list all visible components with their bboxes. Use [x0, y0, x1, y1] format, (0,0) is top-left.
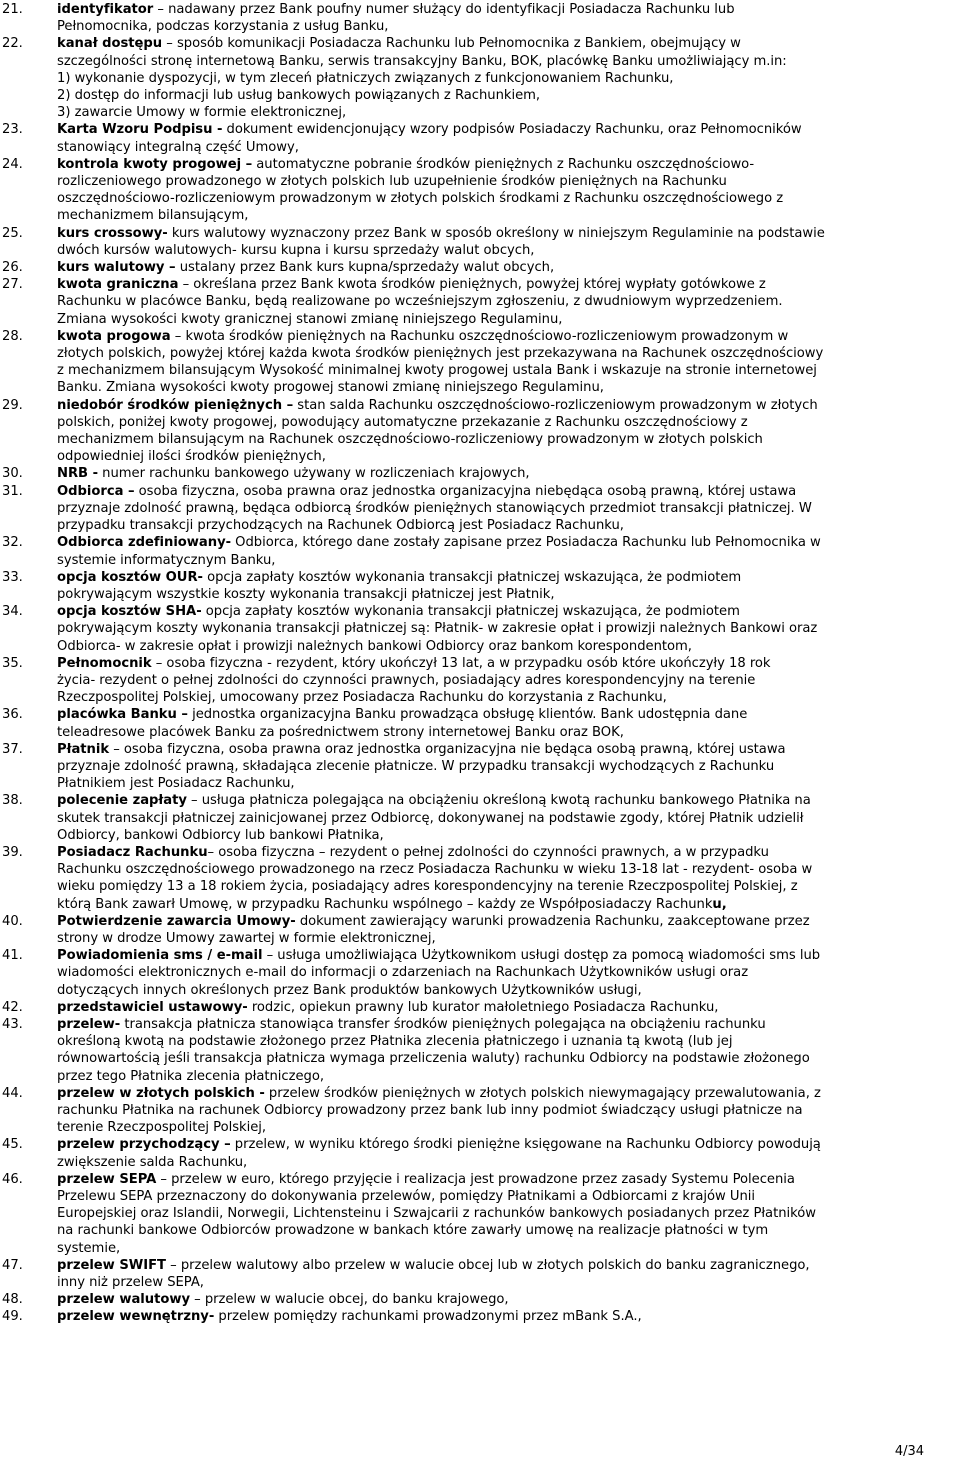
item-number: 25. — [2, 225, 23, 241]
text-line — [57, 500, 958, 517]
definition-text — [57, 792, 958, 844]
item-number: 27. — [2, 277, 23, 293]
text-line — [57, 1171, 958, 1188]
text-line — [57, 586, 958, 603]
text-line — [57, 1154, 958, 1171]
defined-term: polecenie zapłaty — [57, 793, 187, 809]
definition-segment: oszczędnościowo-rozliczeniowym prowadzonym w złotych polskich środkami z Rachunku oszczędnościowego z — [57, 191, 784, 207]
defined-term: kwota graniczna — [57, 277, 179, 293]
item-number: 29. — [2, 397, 23, 413]
definition-segment: inny niż przelew SEPA, — [57, 1275, 204, 1291]
text-line — [57, 1136, 958, 1153]
definition-item — [0, 947, 958, 999]
defined-term: opcja kosztów OUR- — [57, 569, 203, 585]
definition-segment: – kwota środków pieniężnych na Rachunku oszczędnościowo-rozliczeniowym prowadzonym w — [170, 328, 789, 344]
text-line — [57, 861, 958, 878]
definition-segment: pokrywającym koszty wykonania transakcji płatniczej są: Płatnik- w zakresie opłat i prowizji należnych Bankowi oraz — [57, 621, 818, 637]
definition-segment: automatyczne pobranie środków pieniężnych z Rachunku oszczędnościowo- — [252, 156, 755, 172]
definition-item — [0, 328, 958, 397]
definition-text — [57, 1, 958, 35]
definition-segment: polskich, poniżej kwoty progowej, powodujący automatyczne przekazanie z Rachunku oszczędnościowy z — [57, 414, 748, 430]
defined-term: Karta Wzoru Podpisu - — [57, 122, 223, 138]
definition-segment: transakcja płatnicza stanowiąca transfer środków pieniężnych polegająca na obciążeniu rachunku — [120, 1016, 766, 1032]
definition-item — [0, 397, 958, 466]
text-line — [57, 603, 958, 620]
definition-item — [0, 999, 958, 1016]
defined-term: Płatnik — [57, 741, 110, 757]
text-line — [57, 810, 958, 827]
definitions-list — [0, 1, 958, 1326]
text-line — [57, 242, 958, 259]
item-number: 35. — [2, 655, 23, 671]
definition-item — [0, 156, 958, 225]
text-line — [57, 431, 958, 448]
definition-segment: przez tego Płatnika zlecenia płatniczego, — [57, 1068, 324, 1084]
definition-segment: opcja zapłaty kosztów wykonania transakcji płatniczej wskazująca, że podmiotem — [202, 569, 742, 585]
definition-segment: Rzeczpospolitej Polskiej, umocowany przez Posiadacza Rachunku do korzystania z Rachunku, — [57, 690, 667, 706]
definition-text — [57, 483, 958, 535]
definition-text — [57, 1291, 958, 1308]
definition-segment: zwiększenie salda Rachunku, — [57, 1154, 248, 1170]
definition-text — [57, 947, 958, 999]
definition-item — [0, 1171, 958, 1257]
definition-segment: szczególności stronę internetową Banku, serwis transakcyjny Banku, BOK, placówkę Banku umożliwiający m.in: — [57, 53, 787, 69]
definition-item — [0, 603, 958, 655]
definition-text — [57, 328, 958, 397]
definition-segment: Przelewu SEPA przeznaczony do dokonywania przelewów, pomiędzy Płatnikami a Odbiorcami z krajów Unii — [57, 1189, 755, 1205]
definition-segment: – usługa płatnicza polegająca na obciążeniu określoną kwotą rachunku bankowego Płatnika na — [186, 793, 811, 809]
definition-item — [0, 276, 958, 328]
definition-segment: teleadresowe placówek Banku za pośrednictwem strony internetowej Banku oraz BOK, — [57, 724, 624, 740]
text-line — [57, 569, 958, 586]
definition-segment: złotych polskich, powyżej której każda kwota środków pieniężnych jest przekazywana na Rachunek oszczędnościowy — [57, 346, 824, 362]
definition-text — [57, 603, 958, 655]
text-line — [57, 104, 958, 121]
text-line — [57, 1033, 958, 1050]
definition-segment: równowartością jeśli transakcja płatnicza wymaga przeliczenia waluty) rachunku Odbiorcy na podstawie złożonego — [57, 1051, 810, 1067]
definition-segment: numer rachunku bankowego używany w rozliczeniach krajowych, — [98, 466, 530, 482]
definition-item — [0, 792, 958, 844]
text-line — [57, 724, 958, 741]
text-line — [57, 1102, 958, 1119]
text-line — [57, 1240, 958, 1257]
definition-segment: mechanizmem bilansującym, — [57, 208, 249, 224]
item-number: 30. — [2, 466, 23, 482]
text-line — [57, 1085, 958, 1102]
definition-segment: – przelew w walucie obcej, do banku krajowego, — [189, 1292, 509, 1308]
definition-item — [0, 225, 958, 259]
text-line — [57, 620, 958, 637]
text-line — [57, 672, 958, 689]
definition-item — [0, 534, 958, 568]
definition-segment: rozliczeniowego prowadzonego w złotych polskich lub uzupełnienie środków pieniężnych na Rachunku — [57, 174, 727, 190]
text-line — [57, 1119, 958, 1136]
definition-segment: Odbiorcy, bankowi Odbiorcy lub bankowi Płatnika, — [57, 827, 384, 843]
definition-text — [57, 706, 958, 740]
definition-segment: rachunku Płatnika na rachunek Odbiorcy prowadzony przez bank lub inny podmiot świadczący usługi płatnicze na — [57, 1103, 803, 1118]
item-number: 22. — [2, 36, 23, 52]
text-line — [57, 1, 958, 18]
definition-segment: osoba fizyczna, osoba prawna oraz jednostka organizacyjna niebędąca osobą prawną, której ustawa — [134, 483, 797, 499]
text-line — [57, 207, 958, 224]
definition-text — [57, 276, 958, 328]
text-line — [57, 1050, 958, 1067]
text-line — [57, 1205, 958, 1222]
definition-segment: 3) zawarcie Umowy w formie elektronicznej, — [57, 105, 347, 121]
text-line — [57, 1291, 958, 1308]
item-number: 40. — [2, 913, 23, 929]
text-line — [57, 139, 958, 156]
definition-segment: stanowiący integralną część Umowy, — [57, 139, 299, 155]
definition-segment: przyznaje zdolność prawną, składająca zlecenie płatnicze. W przypadku transakcji wychodzących z Rachunku — [57, 758, 775, 774]
item-number: 46. — [2, 1171, 23, 1187]
text-line — [57, 982, 958, 999]
defined-term: opcja kosztów SHA- — [57, 604, 202, 620]
text-line — [57, 362, 958, 379]
text-line — [57, 1016, 958, 1033]
definition-item — [0, 913, 958, 947]
definition-segment: Odbiorca, którego dane zostały zapisane przez Posiadacza Rachunku lub Pełnomocnika w — [231, 535, 821, 551]
text-line — [57, 345, 958, 362]
item-number: 45. — [2, 1137, 23, 1153]
text-line — [57, 328, 958, 345]
defined-term: niedobór środków pieniężnych – — [57, 397, 294, 413]
text-line — [57, 896, 958, 913]
defined-term: kwota progowa — [57, 328, 171, 344]
definition-segment: – osoba fizyczna, osoba prawna oraz jednostka organizacyjna nie będąca osobą prawną, której ustawa — [109, 741, 786, 757]
text-line — [57, 1274, 958, 1291]
defined-term: kanał dostępu — [57, 36, 163, 52]
text-line — [57, 190, 958, 207]
definition-segment: Odbiorca- w zakresie opłat i prowizji należnych bankowi Odbiorcy oraz bankom korespondentom, — [57, 638, 692, 654]
defined-term: przelew wewnętrzny- — [57, 1309, 215, 1325]
text-line — [57, 947, 958, 964]
definition-segment: życia- rezydent o pełnej zdolności do czynności prawnych, posiadający adres korespondencyjny na terenie — [57, 672, 756, 688]
definition-item — [0, 35, 958, 121]
definition-item — [0, 741, 958, 793]
text-line — [57, 552, 958, 569]
text-line — [57, 276, 958, 293]
defined-term: kurs crossowy- — [57, 225, 168, 241]
definition-text — [57, 1016, 958, 1085]
definition-segment: Banku. Zmiana wysokości kwoty progowej stanowi zmianę niniejszego Regulaminu, — [57, 380, 604, 396]
text-line — [57, 465, 958, 482]
text-line — [57, 913, 958, 930]
defined-term: przelew w złotych polskich - — [57, 1085, 265, 1101]
item-number: 44. — [2, 1085, 23, 1101]
definition-segment: przelew pomiędzy rachunkami prowadzonymi przez mBank S.A., — [214, 1309, 642, 1325]
definition-text — [57, 569, 958, 603]
text-line — [57, 448, 958, 465]
definition-item — [0, 1016, 958, 1085]
text-line — [57, 758, 958, 775]
text-line — [57, 35, 958, 52]
text-line — [57, 397, 958, 414]
definition-segment: – przelew walutowy albo przelew w walucie obcej lub w złotych polskich do banku zagranicznego, — [165, 1257, 810, 1273]
definition-segment: dwóch kursów walutowych- kursu kupna i kursu sprzedaży walut obcych, — [57, 242, 535, 258]
item-number: 31. — [2, 483, 23, 499]
definition-text — [57, 1308, 958, 1325]
defined-term: przelew- — [57, 1016, 121, 1032]
definition-text — [57, 1257, 958, 1291]
definition-segment: systemie informatycznym Banku, — [57, 552, 276, 568]
text-line — [57, 878, 958, 895]
definition-item — [0, 259, 958, 276]
definition-text — [57, 844, 958, 913]
defined-term: przelew SWIFT — [57, 1257, 166, 1273]
definition-text — [57, 35, 958, 121]
definition-item — [0, 1291, 958, 1308]
definition-text — [57, 465, 958, 482]
text-line — [57, 741, 958, 758]
definition-segment: mechanizmem bilansującym na Rachunek oszczędnościowo-rozliczeniowy prowadzonym w złotych polskich — [57, 432, 763, 448]
definition-text — [57, 655, 958, 707]
definition-item — [0, 844, 958, 913]
definition-segment: dokument ewidencjonujący wzory podpisów Posiadaczy Rachunku, oraz Pełnomocników — [222, 122, 802, 138]
text-line — [57, 517, 958, 534]
defined-term: u, — [712, 896, 727, 912]
definition-item — [0, 1136, 958, 1170]
definition-segment: opcja zapłaty kosztów wykonania transakcji płatniczej wskazująca, że podmiotem — [201, 604, 740, 620]
defined-term: przelew walutowy — [57, 1292, 190, 1308]
text-line — [57, 259, 958, 276]
item-number: 23. — [2, 122, 23, 138]
definition-item — [0, 1257, 958, 1291]
text-line — [57, 225, 958, 242]
definition-text — [57, 1136, 958, 1170]
definition-segment: – określana przez Bank kwota środków pieniężnych, powyżej której wypłaty gotówkowe z — [178, 277, 766, 293]
definition-segment: odpowiedniej ilości środków pieniężnych, — [57, 449, 326, 465]
definition-segment: przypadku transakcji przychodzących na Rachunek Odbiorcą jest Posiadacz Rachunku, — [57, 518, 624, 534]
definition-text — [57, 259, 958, 276]
defined-term: Potwierdzenie zawarcia Umowy- — [57, 913, 296, 929]
definition-segment: kurs walutowy wyznaczony przez Bank w sposób określony w niniejszym Regulaminie na podstawie — [167, 225, 825, 241]
text-line — [57, 706, 958, 723]
definition-item — [0, 465, 958, 482]
definition-text — [57, 741, 958, 793]
document-page — [0, 1, 958, 1459]
definition-segment: – przelew w euro, którego przyjęcie i realizacja jest prowadzone przez zasady Systemu Polecenia — [156, 1171, 795, 1187]
defined-term: przedstawiciel ustawowy- — [57, 999, 248, 1015]
definition-segment: skutek transakcji płatniczej zainicjowanej przez Odbiorcę, dokonywanej na podstawie zgody, której Płatnik udzielił — [57, 810, 804, 826]
definition-segment: dotyczących innych określonych przez Bank produktów bankowych Użytkowników usługi, — [57, 982, 642, 998]
text-line — [57, 964, 958, 981]
definition-segment: – usługa umożliwiająca Użytkownikom usługi dostęp za pomocą wiadomości sms lub — [262, 948, 821, 964]
item-number: 21. — [2, 2, 23, 17]
text-line — [57, 1222, 958, 1239]
text-line — [57, 689, 958, 706]
item-number: 36. — [2, 707, 23, 723]
text-line — [57, 1308, 958, 1325]
definition-segment: stan salda Rachunku oszczędnościowo-rozliczeniowym prowadzonym w złotych — [293, 397, 818, 413]
defined-term: Posiadacz Rachunku — [57, 844, 208, 860]
definition-segment: pokrywającym wszystkie koszty wykonania transakcji płatniczej jest Płatnik, — [57, 586, 555, 602]
text-line — [57, 534, 958, 551]
defined-term: Odbiorca zdefiniowany- — [57, 535, 232, 551]
definition-segment: z mechanizmem bilansującym Wysokość minimalnej kwoty progowej ustala Bank i wskazuje na stronie internetowej — [57, 363, 817, 379]
page-number: 4/34 — [894, 1444, 924, 1459]
definition-segment: którą Bank zawarł Umowę, w przypadku Rachunku wspólnego – każdy ze Współposiadaczy Rachunk — [57, 896, 713, 912]
defined-term: Powiadomienia sms / e-mail — [57, 948, 263, 964]
defined-term: placówka Banku – — [57, 707, 188, 723]
text-line — [57, 999, 958, 1016]
definition-segment: przelew środków pieniężnych w złotych polskich niewymagający przewalutowania, z — [264, 1085, 821, 1101]
text-line — [57, 53, 958, 70]
item-number: 38. — [2, 793, 23, 809]
definition-segment: Płatnikiem jest Posiadacz Rachunku, — [57, 776, 295, 792]
definition-segment: dokument zawierający warunki prowadzenia Rachunku, zaakceptowane przez — [295, 913, 810, 929]
text-line — [57, 70, 958, 87]
text-line — [57, 87, 958, 104]
text-line — [57, 483, 958, 500]
definition-item — [0, 655, 958, 707]
item-number: 39. — [2, 844, 23, 860]
text-line — [57, 18, 958, 35]
item-number: 41. — [2, 948, 23, 964]
definition-segment: 1) wykonanie dyspozycji, w tym zleceń płatniczych związanych z funkcjonowaniem Rachunku, — [57, 70, 674, 86]
text-line — [57, 1068, 958, 1085]
item-number: 26. — [2, 260, 23, 276]
definition-segment: 2) dostęp do informacji lub usług bankowych powiązanych z Rachunkiem, — [57, 88, 541, 104]
definition-segment: na rachunki bankowe Odbiorców prowadzone w bankach które zawarły umowę na realizacje płatności w tym — [57, 1223, 769, 1239]
text-line — [57, 414, 958, 431]
definition-segment: wieku pomiędzy 13 a 18 rokiem życia, posiadający adres korespondencyjny na terenie Rzeczpospolitej Polskiej, z — [57, 879, 798, 895]
definition-segment: – sposób komunikacji Posiadacza Rachunku lub Pełnomocnika z Bankiem, obejmujący w — [162, 36, 741, 52]
definition-segment: terenie Rzeczpospolitej Polskiej, — [57, 1120, 267, 1136]
item-number: 24. — [2, 156, 23, 172]
definition-segment: przyznaje zdolność prawną, będąca odbiorcą środków pieniężnych stanowiących przedmiot transakcji płatniczej. W — [57, 500, 812, 516]
definition-segment: Europejskiej oraz Islandii, Norwegii, Lichtensteinu i Szwajcarii z rachunków bankowych posiadanych przez Płatników — [57, 1206, 816, 1222]
item-number: 47. — [2, 1257, 23, 1273]
text-line — [57, 311, 958, 328]
text-line — [57, 293, 958, 310]
text-line — [57, 930, 958, 947]
definition-segment: – osoba fizyczna - rezydent, który ukończył 13 lat, a w przypadku osób które ukończyły 18 rok — [151, 655, 771, 671]
defined-term: kurs walutowy – — [57, 260, 176, 276]
definition-text — [57, 1085, 958, 1137]
item-number: 28. — [2, 328, 23, 344]
text-line — [57, 844, 958, 861]
definition-text — [57, 156, 958, 225]
item-number: 48. — [2, 1292, 23, 1308]
text-line — [57, 379, 958, 396]
definition-segment: jednostka organizacyjna Banku prowadząca obsługę klientów. Bank udostępnia dane — [187, 707, 748, 723]
definition-item — [0, 121, 958, 155]
defined-term: identyfikator — [57, 2, 154, 17]
definition-segment: systemie, — [57, 1240, 121, 1256]
definition-segment: Zmiana wysokości kwoty granicznej stanowi zmianę niniejszego Regulaminu, — [57, 311, 563, 327]
definition-segment: Pełnomocnika, podczas korzystania z usług Banku, — [57, 19, 389, 35]
definition-item — [0, 1085, 958, 1137]
defined-term: kontrola kwoty progowej – — [57, 156, 253, 172]
definition-text — [57, 1171, 958, 1257]
text-line — [57, 156, 958, 173]
item-number: 32. — [2, 535, 23, 551]
definition-segment: przelew, w wyniku którego środki pieniężne księgowane na Rachunku Odbiorcy powodują — [230, 1137, 821, 1153]
text-line — [57, 121, 958, 138]
definition-segment: ustalany przez Bank kurs kupna/sprzedaży walut obcych, — [175, 260, 555, 276]
defined-term: Odbiorca – — [57, 483, 135, 499]
definition-text — [57, 121, 958, 155]
definition-segment: rodzic, opiekun prawny lub kurator małoletniego Posiadacza Rachunku, — [247, 999, 719, 1015]
text-line — [57, 173, 958, 190]
definition-segment: Rachunku oszczędnościowego prowadzonego na rzecz Posiadacza Rachunku w wieku 13-18 lat - rezydent- osoba w — [57, 862, 813, 878]
definition-item — [0, 569, 958, 603]
item-number: 42. — [2, 999, 23, 1015]
definition-item — [0, 483, 958, 535]
definition-text — [57, 913, 958, 947]
definition-item — [0, 1, 958, 35]
definition-text — [57, 999, 958, 1016]
definition-item — [0, 1308, 958, 1325]
text-line — [57, 655, 958, 672]
definition-segment: określoną kwotą na podstawie złożonego przez Płatnika zlecenia płatniczego i uznania tą kwotą (lub jej — [57, 1034, 733, 1050]
definition-item — [0, 706, 958, 740]
definition-segment: Rachunku w placówce Banku, będą realizowane po wcześniejszym zgłoszeniu, z dwudniowym wyprzedzeniem. — [57, 294, 783, 310]
text-line — [57, 638, 958, 655]
item-number: 34. — [2, 604, 23, 620]
defined-term: przelew przychodzący – — [57, 1137, 231, 1153]
defined-term: Pełnomocnik — [57, 655, 152, 671]
item-number: 49. — [2, 1309, 23, 1325]
text-line — [57, 775, 958, 792]
defined-term: NRB - — [57, 466, 99, 482]
item-number: 43. — [2, 1016, 23, 1032]
item-number: 37. — [2, 741, 23, 757]
definition-segment: – nadawany przez Bank poufny numer służący do identyfikacji Posiadacza Rachunku lub — [153, 2, 735, 17]
definition-segment: strony w drodze Umowy zawartej w formie elektronicznej, — [57, 930, 436, 946]
definition-text — [57, 534, 958, 568]
definition-text — [57, 225, 958, 259]
definition-segment: – osoba fizyczna – rezydent o pełnej zdolności do czynności prawnych, a w przypadku — [207, 844, 769, 860]
text-line — [57, 1257, 958, 1274]
text-line — [57, 792, 958, 809]
defined-term: przelew SEPA — [57, 1171, 157, 1187]
text-line — [57, 827, 958, 844]
definition-text — [57, 397, 958, 466]
item-number: 33. — [2, 569, 23, 585]
definition-segment: wiadomości elektronicznych e-mail do informacji o zdarzeniach na Rachunkach Użytkowników usługi oraz — [57, 965, 749, 981]
text-line — [57, 1188, 958, 1205]
